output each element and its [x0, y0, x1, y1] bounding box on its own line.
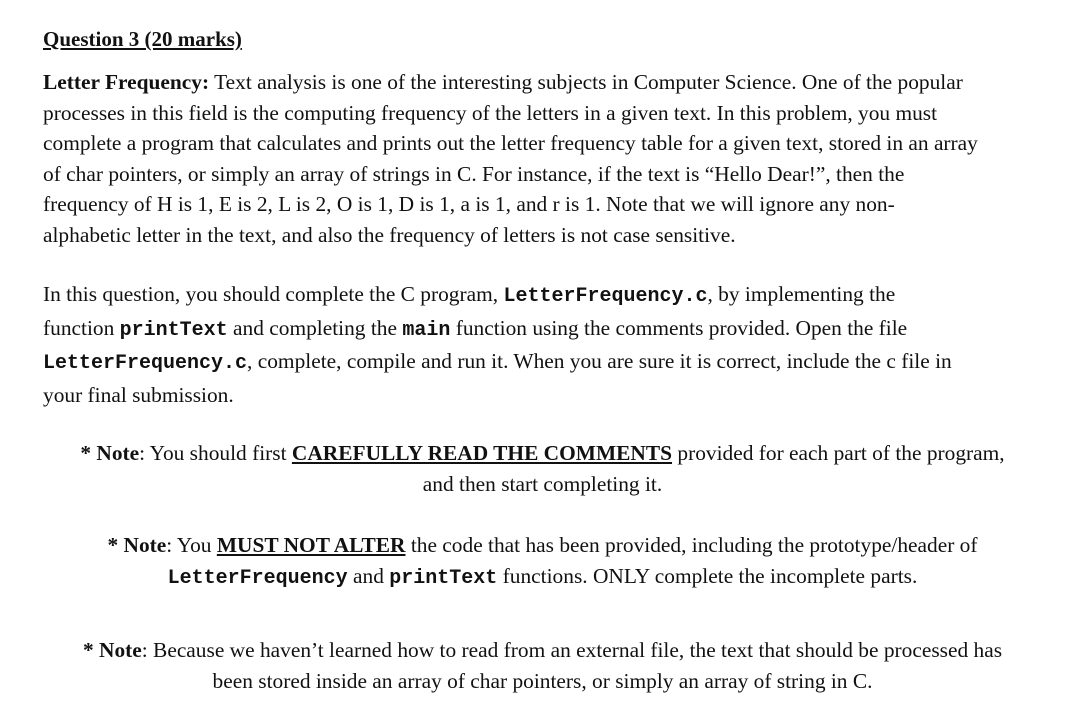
note-emphasis: CAREFULLY READ THE COMMENTS [291, 441, 673, 465]
task-text: function using the comments provided. Open the file [450, 315, 908, 340]
note-star: * [80, 441, 97, 465]
note-star: * [107, 533, 124, 557]
intro-line-1 [43, 67, 1058, 98]
task-line-3 [43, 346, 1058, 380]
code-function-printtext: printText [119, 318, 228, 342]
intro-line-4: of char pointers, or simply an array of strings in C. For instance, if the text is “Hello Dear!”, then the [43, 161, 905, 186]
note2-line-2 [0, 561, 1085, 595]
note-text: : You should first [139, 441, 292, 465]
code-filename: LetterFrequency.c [503, 285, 708, 308]
task-line-4: your final submission. [43, 382, 234, 407]
intro-line-5: frequency of H is 1, E is 2, L is 2, O is 1, D is 1, a is 1, and r is 1. Note that we will ignore any non- [43, 192, 895, 216]
note2-line-1 [0, 530, 1085, 561]
note-text: : You [166, 533, 217, 557]
note-text: provided for each part of the program, [672, 441, 1005, 465]
note-read-comments [0, 438, 1085, 499]
note-text: and [347, 563, 390, 588]
note-text: the code that has been provided, including the prototype/header of [405, 533, 978, 557]
code-function-letterfrequency: LetterFrequency [167, 566, 348, 590]
task-line-2 [43, 313, 1058, 347]
code-filename: LetterFrequency.c [43, 352, 248, 375]
task-text: , by implementing the [707, 282, 896, 306]
note3-line-1 [0, 635, 1085, 666]
intro-text-1: Text analysis is one of the interesting subjects in Computer Science. One of the popular [209, 70, 963, 94]
code-function-printtext: printText [389, 566, 498, 590]
note-text: functions. ONLY complete the incomplete parts. [497, 563, 918, 588]
task-paragraph [43, 279, 1058, 410]
intro-line-2: processes in this field is the computing frequency of the letters in a given text. In this problem, you must [43, 100, 938, 125]
note1-line-1 [0, 438, 1085, 469]
note-label: Note [96, 441, 140, 465]
note-text: : Because we haven’t learned how to read from an external file, the text that should be processed has [141, 638, 1003, 662]
note-do-not-alter [0, 530, 1085, 594]
task-text: function [43, 315, 120, 340]
note-emphasis: MUST NOT ALTER [216, 533, 406, 557]
intro-line-6: alphabetic letter in the text, and also the frequency of letters is not case sensitive. [43, 222, 736, 247]
task-text: In this question, you should complete the C program, [43, 282, 504, 306]
note3-line-2: been stored inside an array of char pointers, or simply an array of string in C. [212, 668, 873, 693]
note-star: * [82, 638, 99, 662]
task-text: and completing the [227, 315, 403, 340]
note-external-file [0, 635, 1085, 696]
task-text: , complete, compile and run it. When you are sure it is correct, include the c file in [247, 349, 952, 373]
intro-label: Letter Frequency: [43, 70, 210, 94]
intro-line-3: complete a program that calculates and prints out the letter frequency table for a given text, stored in an array [43, 131, 978, 155]
note-label: Note [99, 638, 142, 662]
task-line-1 [43, 279, 1058, 313]
code-function-main: main [402, 318, 451, 342]
intro-paragraph [43, 67, 1058, 250]
note-label: Note [123, 533, 167, 557]
question-heading: Question 3 (20 marks) [43, 27, 242, 51]
note1-line-2: and then start completing it. [422, 471, 663, 496]
